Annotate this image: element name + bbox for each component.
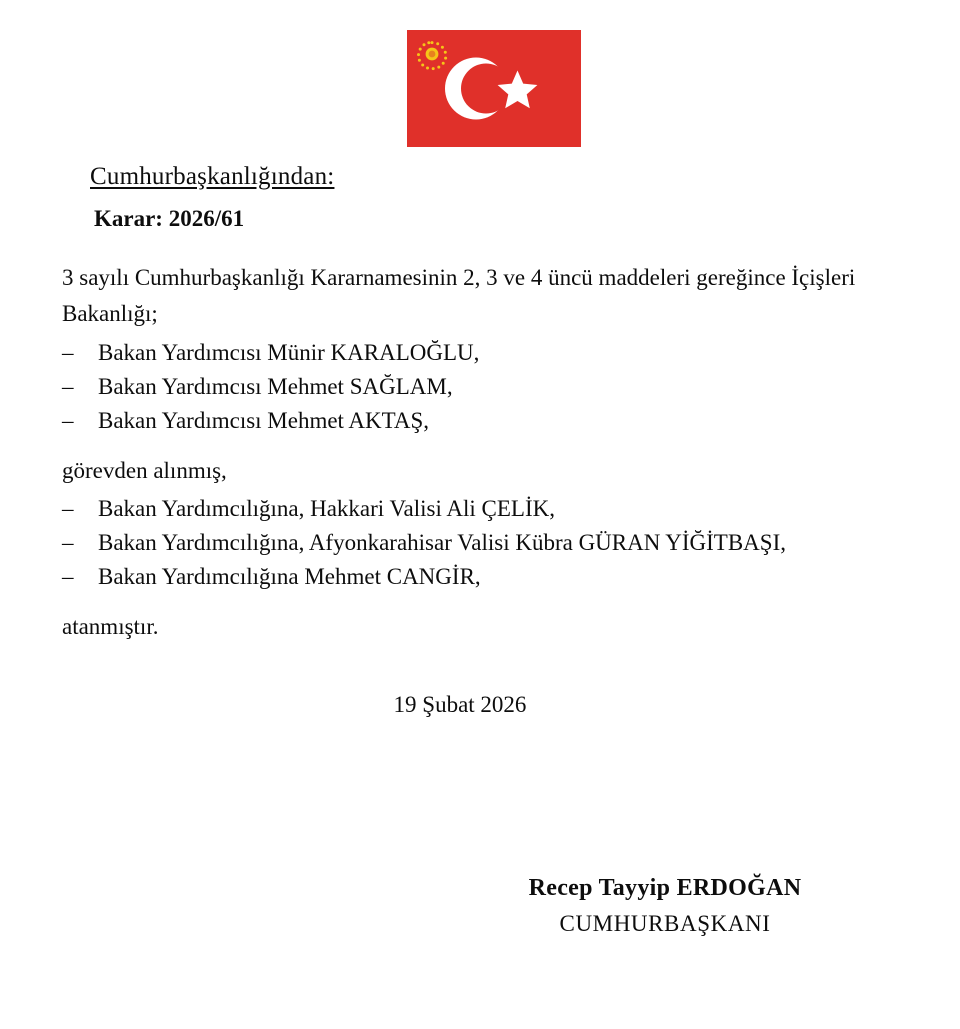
decision-number: Karar: 2026/61: [94, 206, 245, 231]
issuer-heading-text: Cumhurbaşkanlığından:: [90, 163, 335, 190]
decree-date: 19 Şubat 2026: [393, 692, 527, 717]
list-item-label: Bakan Yardımcısı Mehmet AKTAŞ,: [98, 408, 430, 433]
list-item-label: Bakan Yardımcısı Mehmet SAĞLAM,: [98, 374, 453, 399]
list-item: [0, 492, 960, 526]
list-item-label: Bakan Yardımcısı Münir KARALOĞLU,: [98, 340, 480, 365]
intro-line-2: Bakanlığı;: [62, 301, 158, 326]
list-item-label: Bakan Yardımcılığına, Hakkari Valisi Ali ÇELİK,: [98, 496, 555, 521]
list-item: [0, 336, 960, 370]
decree-body: [0, 160, 960, 942]
list-item-label: Bakan Yardımcılığına, Afyonkarahisar Valisi Kübra GÜRAN YİĞİTBAŞI,: [98, 530, 786, 555]
dash-bullet-icon: –: [62, 496, 74, 521]
signatory-title: CUMHURBAŞKANI: [559, 911, 771, 936]
dash-bullet-icon: –: [62, 564, 74, 589]
dash-bullet-icon: –: [62, 340, 74, 365]
turkish-flag-icon: [407, 30, 581, 147]
list-item: [0, 560, 960, 594]
appointment-list: [0, 492, 960, 594]
list-item: [0, 404, 960, 438]
intro-paragraph: [0, 260, 960, 332]
dash-bullet-icon: –: [62, 374, 74, 399]
list-item: [0, 370, 960, 404]
dash-bullet-icon: –: [62, 530, 74, 555]
signatory-name: Recep Tayyip ERDOĞAN: [528, 875, 802, 901]
signature-block: [0, 870, 960, 942]
intro-line-1: 3 sayılı Cumhurbaşkanlığı Kararnamesinin 2, 3 ve 4 üncü maddeleri gereğince İçişleri: [62, 265, 856, 290]
issuer-heading: [0, 160, 960, 194]
list-item: [0, 526, 960, 560]
appointment-closing: atanmıştır.: [62, 614, 159, 639]
list-item-label: Bakan Yardımcılığına Mehmet CANGİR,: [98, 564, 481, 589]
dash-bullet-icon: –: [62, 408, 74, 433]
dismissal-closing: görevden alınmış,: [62, 458, 227, 483]
dismissal-list: [0, 336, 960, 438]
